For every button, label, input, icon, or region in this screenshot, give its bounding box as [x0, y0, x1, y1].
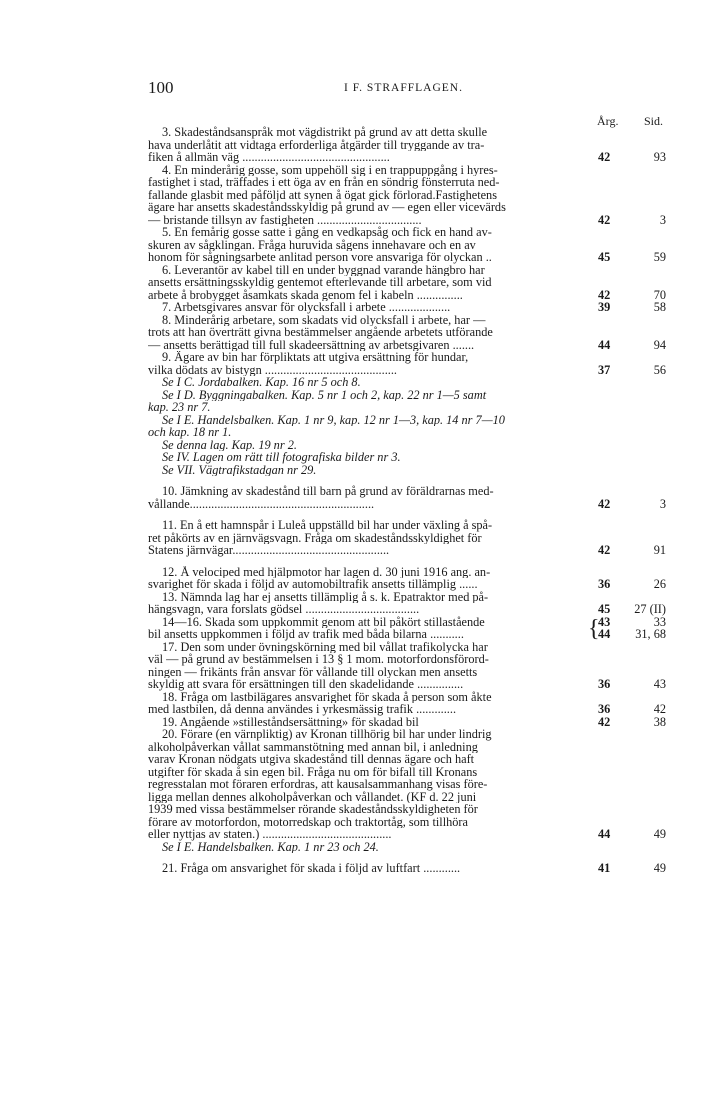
entry-text-line: fallande glasbit med påföljd att synen å ögat gick förlorad.Fastighetens	[148, 188, 497, 201]
entry-text-line: 17. Den som under övningskörning med bil vållat trafikolycka har	[162, 640, 488, 653]
see-also-block	[148, 841, 668, 854]
reference-cells	[590, 364, 668, 377]
entry-e4	[148, 164, 668, 227]
volume-ref: 42	[598, 496, 611, 511]
entry-text-line: hängsvagn, vara forslats gödsel .....................................	[148, 603, 420, 616]
volume-ref: 44	[598, 627, 611, 641]
entry-text-line: med lastbilen, då denna användes i yrkesmässig trafik .............	[148, 703, 457, 716]
entry-text-line: — bristande tillsyn av fastigheten ..................................	[148, 213, 422, 226]
reference-cells	[590, 716, 668, 729]
entry-text-line: ligga mellan dennes alkoholpåverkan och vållandet. (KF d. 22 juni	[148, 790, 477, 803]
page-number: 100	[148, 78, 174, 97]
entry-text-line: 9. Ägare av bin har förpliktats att utgiva ersättning för hundar,	[162, 351, 469, 364]
volume-ref: 44	[598, 827, 611, 841]
page-ref: 38	[653, 714, 666, 729]
entry-text-line: 21. Fråga om ansvarighet för skada i följd av luftfart ............	[162, 862, 461, 875]
entry-e9	[148, 351, 668, 376]
entry-text-line: fastighet i stad, träffades i ett öga av en från en söndrig fönsterruta ned-	[148, 176, 500, 189]
page-ref: 59	[653, 250, 666, 264]
entry-text-line: vållande............................................................	[148, 497, 375, 510]
entry-text-line: vilka dödats av bistygn ...........................................	[148, 363, 397, 376]
page-ref: 94	[653, 337, 666, 352]
entry-text-line: ret påkörts av en järnvägsvagn. Fråga om skadeståndsskyldighet för	[148, 531, 482, 544]
reference-cells	[590, 678, 668, 691]
reference-cells	[590, 862, 668, 875]
volume-ref: 42	[598, 714, 611, 729]
running-title: I F. STRAFFLAGEN.	[344, 82, 463, 94]
page-ref: 70	[653, 287, 666, 302]
entry-text-line: 8. Minderårig arbetare, som skadats vid olycksfall i arbete, har —	[162, 313, 486, 326]
entry-text-line: ägare har ansetts skadeståndsskyldig på grund av — egen eller vicevärds	[148, 201, 506, 214]
entry-text-line: 1939 med vissa bestämmelser rörande skadeståndsskyldigheten för	[148, 803, 478, 816]
volume-ref: 39	[598, 300, 611, 314]
entry-text-line: regresstalan mot föraren erfordras, att kausalsammanhang visas före-	[148, 778, 488, 791]
entry-text-line: bil ansetts uppkommen i följd av trafik med båda bilarna ...........	[148, 628, 464, 641]
reference-cells	[590, 616, 668, 641]
entry-e7	[148, 301, 668, 314]
entry-text-line: 12. Å velociped med hjälpmotor har lagen d. 30 juni 1916 ang. an-	[162, 565, 491, 578]
entry-e12	[148, 566, 668, 591]
volume-ref: 36	[598, 702, 611, 716]
entry-text-line: skyldig att svara för ersättningen till den skadelidande ...............	[148, 678, 464, 691]
entry-e10	[148, 485, 668, 510]
volume-ref: 41	[598, 861, 611, 875]
volume-ref: 45	[598, 250, 611, 264]
reference-cells	[590, 703, 668, 716]
entry-text-line: förare av motorfordon, motorredskap och traktortåg, som tillhöra	[148, 815, 468, 828]
see-also-line: Se I C. Jordabalken. Kap. 16 nr 5 och 8.	[162, 376, 361, 389]
page-ref: 49	[653, 861, 666, 875]
reference-cells	[590, 251, 668, 264]
reference-cells	[590, 828, 668, 841]
entry-text-line: varav Kronan nödgats utgiva skadestånd till dennas ägare och haft	[148, 753, 475, 766]
column-header-sid: Sid.	[644, 114, 664, 128]
page-ref: 49	[653, 827, 666, 841]
page-ref: 42	[653, 702, 666, 716]
volume-ref: 42	[598, 212, 611, 227]
page-ref: 3	[659, 496, 666, 511]
entry-text-line: Statens järnvägar...................................................	[148, 544, 390, 557]
page-ref: 26	[653, 577, 666, 591]
entry-text-line: honom för sågningsarbete anlitad person vore ansvariga för olyckan ..	[148, 251, 492, 264]
entry-e17	[148, 641, 668, 691]
volume-ref: 36	[598, 677, 611, 691]
volume-ref: 42	[598, 150, 611, 164]
page-ref: 3	[659, 212, 666, 227]
see-also-line: Se VII. Vägtrafikstadgan nr 29.	[162, 463, 317, 476]
entry-text-line: hava underlåtit att vidtaga erforderliga åtgärder till tryggande av tra-	[148, 138, 485, 151]
entry-text-line: 11. En å ett hamnspår i Luleå uppställd bil har under växling å spå-	[162, 519, 493, 532]
entry-text-line: alkoholpåverkan vållat sammanstötning med annan bil, i anledning	[148, 740, 478, 753]
entry-text-line: 14—16. Skada som uppkommit genom att bil påkört stillastående	[162, 615, 485, 628]
entry-text-line: svarighet för skada i följd av automobiltrafik ansetts tillämplig ......	[148, 578, 478, 591]
entry-gap	[148, 853, 668, 862]
page-ref: 91	[653, 543, 666, 557]
volume-ref: 45	[598, 602, 611, 616]
reference-cells	[590, 498, 668, 511]
entry-e14	[148, 616, 668, 641]
entry-text-line: ningen — frikänts från ansvar för vållande till olyckan men ansetts	[148, 665, 478, 678]
entry-text-line: utgifter för skada å sin egen bil. Fråga nu om för bifall till Kronans	[148, 765, 478, 778]
see-also-line: Se IV. Lagen om rätt till fotografiska bilder nr 3.	[162, 451, 401, 464]
entry-text-line: fiken å allmän väg ................................................	[148, 151, 390, 164]
see-also-line: och kap. 18 nr 1.	[148, 426, 232, 439]
reference-cells	[590, 151, 668, 164]
entry-gap	[148, 476, 668, 485]
volume-ref: 42	[598, 543, 611, 557]
page-ref: 43	[653, 677, 666, 691]
entry-e18	[148, 691, 668, 716]
entry-list	[148, 126, 668, 875]
see-also-line: Se denna lag. Kap. 19 nr 2.	[162, 438, 297, 451]
entry-e11	[148, 519, 668, 557]
entry-text-line: 13. Nämnda lag har ej ansetts tillämplig å s. k. Epatraktor med på-	[162, 590, 489, 603]
volume-ref: 37	[598, 362, 611, 377]
see-also-block	[148, 376, 668, 476]
entry-text-line: 20. Förare (en värnpliktig) av Kronan tillhörig bil har under lindrig	[162, 728, 492, 741]
entry-e8	[148, 314, 668, 352]
entry-gap	[148, 557, 668, 566]
entry-text-line: 3. Skadeståndsanspråk mot vägdistrikt på grund av att detta skulle	[162, 126, 488, 139]
reference-cells	[590, 214, 668, 227]
entry-e21	[148, 862, 668, 875]
see-also-line: Se I D. Byggningabalken. Kap. 5 nr 1 och 2, kap. 22 nr 1—5 samt	[162, 388, 487, 401]
page-ref: 93	[653, 150, 666, 164]
volume-ref: 42	[598, 287, 611, 302]
entry-text-line: eller nyttjas av staten.) ..........................................	[148, 828, 392, 841]
entry-text-line: 6. Leverantör av kabel till en under byggnad varande hängbro har	[162, 263, 485, 276]
see-also-line: Se I E. Handelsbalken. Kap. 1 nr 23 och 24.	[162, 840, 379, 853]
entry-text-line: trots att han överträtt givna bestämmelser angående arbetets utförande	[148, 326, 493, 339]
brace-glyph: {	[588, 615, 600, 642]
reference-cells	[590, 544, 668, 557]
page-ref: 27 (II)	[634, 602, 666, 616]
entry-e19	[148, 716, 668, 729]
volume-ref: 44	[598, 337, 611, 352]
entry-e3	[148, 126, 668, 164]
entry-e5	[148, 226, 668, 264]
page-ref: 56	[653, 362, 666, 377]
entry-text-line: väl — på grund av bestämmelsen i 13 § 1 mom. motorfordonsförord-	[148, 653, 489, 666]
page-header	[148, 78, 668, 100]
volume-ref: 43	[598, 614, 611, 629]
entry-e20	[148, 728, 668, 841]
entry-text-line: 19. Angående »stilleståndsersättning» för skadad bil	[162, 715, 419, 728]
reference-cells	[590, 301, 668, 314]
entry-gap	[148, 510, 668, 519]
page-ref: 31, 68	[635, 627, 666, 641]
entry-text-line: 4. En minderårig gosse, som uppehöll sig i en trappuppgång i hyres-	[162, 163, 498, 176]
page-ref: 33	[653, 614, 666, 629]
entry-text-line: 10. Jämkning av skadestånd till barn på grund av föräldrarnas med-	[162, 485, 494, 498]
entry-text-line: skuren av sågklingan. Fråga huruvida sågens innehavare och en av	[148, 238, 476, 251]
volume-ref: 36	[598, 577, 611, 591]
entry-text-line: ansetts ersättningsskyldig gentemot efterlevande till arbetare, som vid	[148, 276, 492, 289]
reference-cells	[590, 339, 668, 352]
page-ref: 58	[653, 300, 666, 314]
entry-text-line: 7. Arbetsgivares ansvar för olycksfall i arbete ....................	[162, 301, 451, 314]
entry-text-line: 18. Fråga om lastbilägares ansvarighet för skada å person som åkte	[162, 690, 492, 703]
entry-text-line: — ansetts berättigad till full skadeersättning av arbetsgivaren .......	[148, 338, 475, 351]
entry-text-line: 5. En femårig gosse satte i gång en vedkapsåg och fick en hand av-	[162, 226, 492, 239]
entry-text-line: arbete å brobygget åsamkats skada genom fel i kabeln ...............	[148, 288, 463, 301]
reference-cells	[590, 603, 668, 616]
reference-cells	[590, 578, 668, 591]
entry-e13	[148, 591, 668, 616]
see-also-line: Se I E. Handelsbalken. Kap. 1 nr 9, kap. 12 nr 1—3, kap. 14 nr 7—10	[162, 413, 505, 426]
column-header-arg: Årg.	[597, 114, 619, 128]
entry-e6	[148, 264, 668, 302]
see-also-line: kap. 23 nr 7.	[148, 401, 211, 414]
